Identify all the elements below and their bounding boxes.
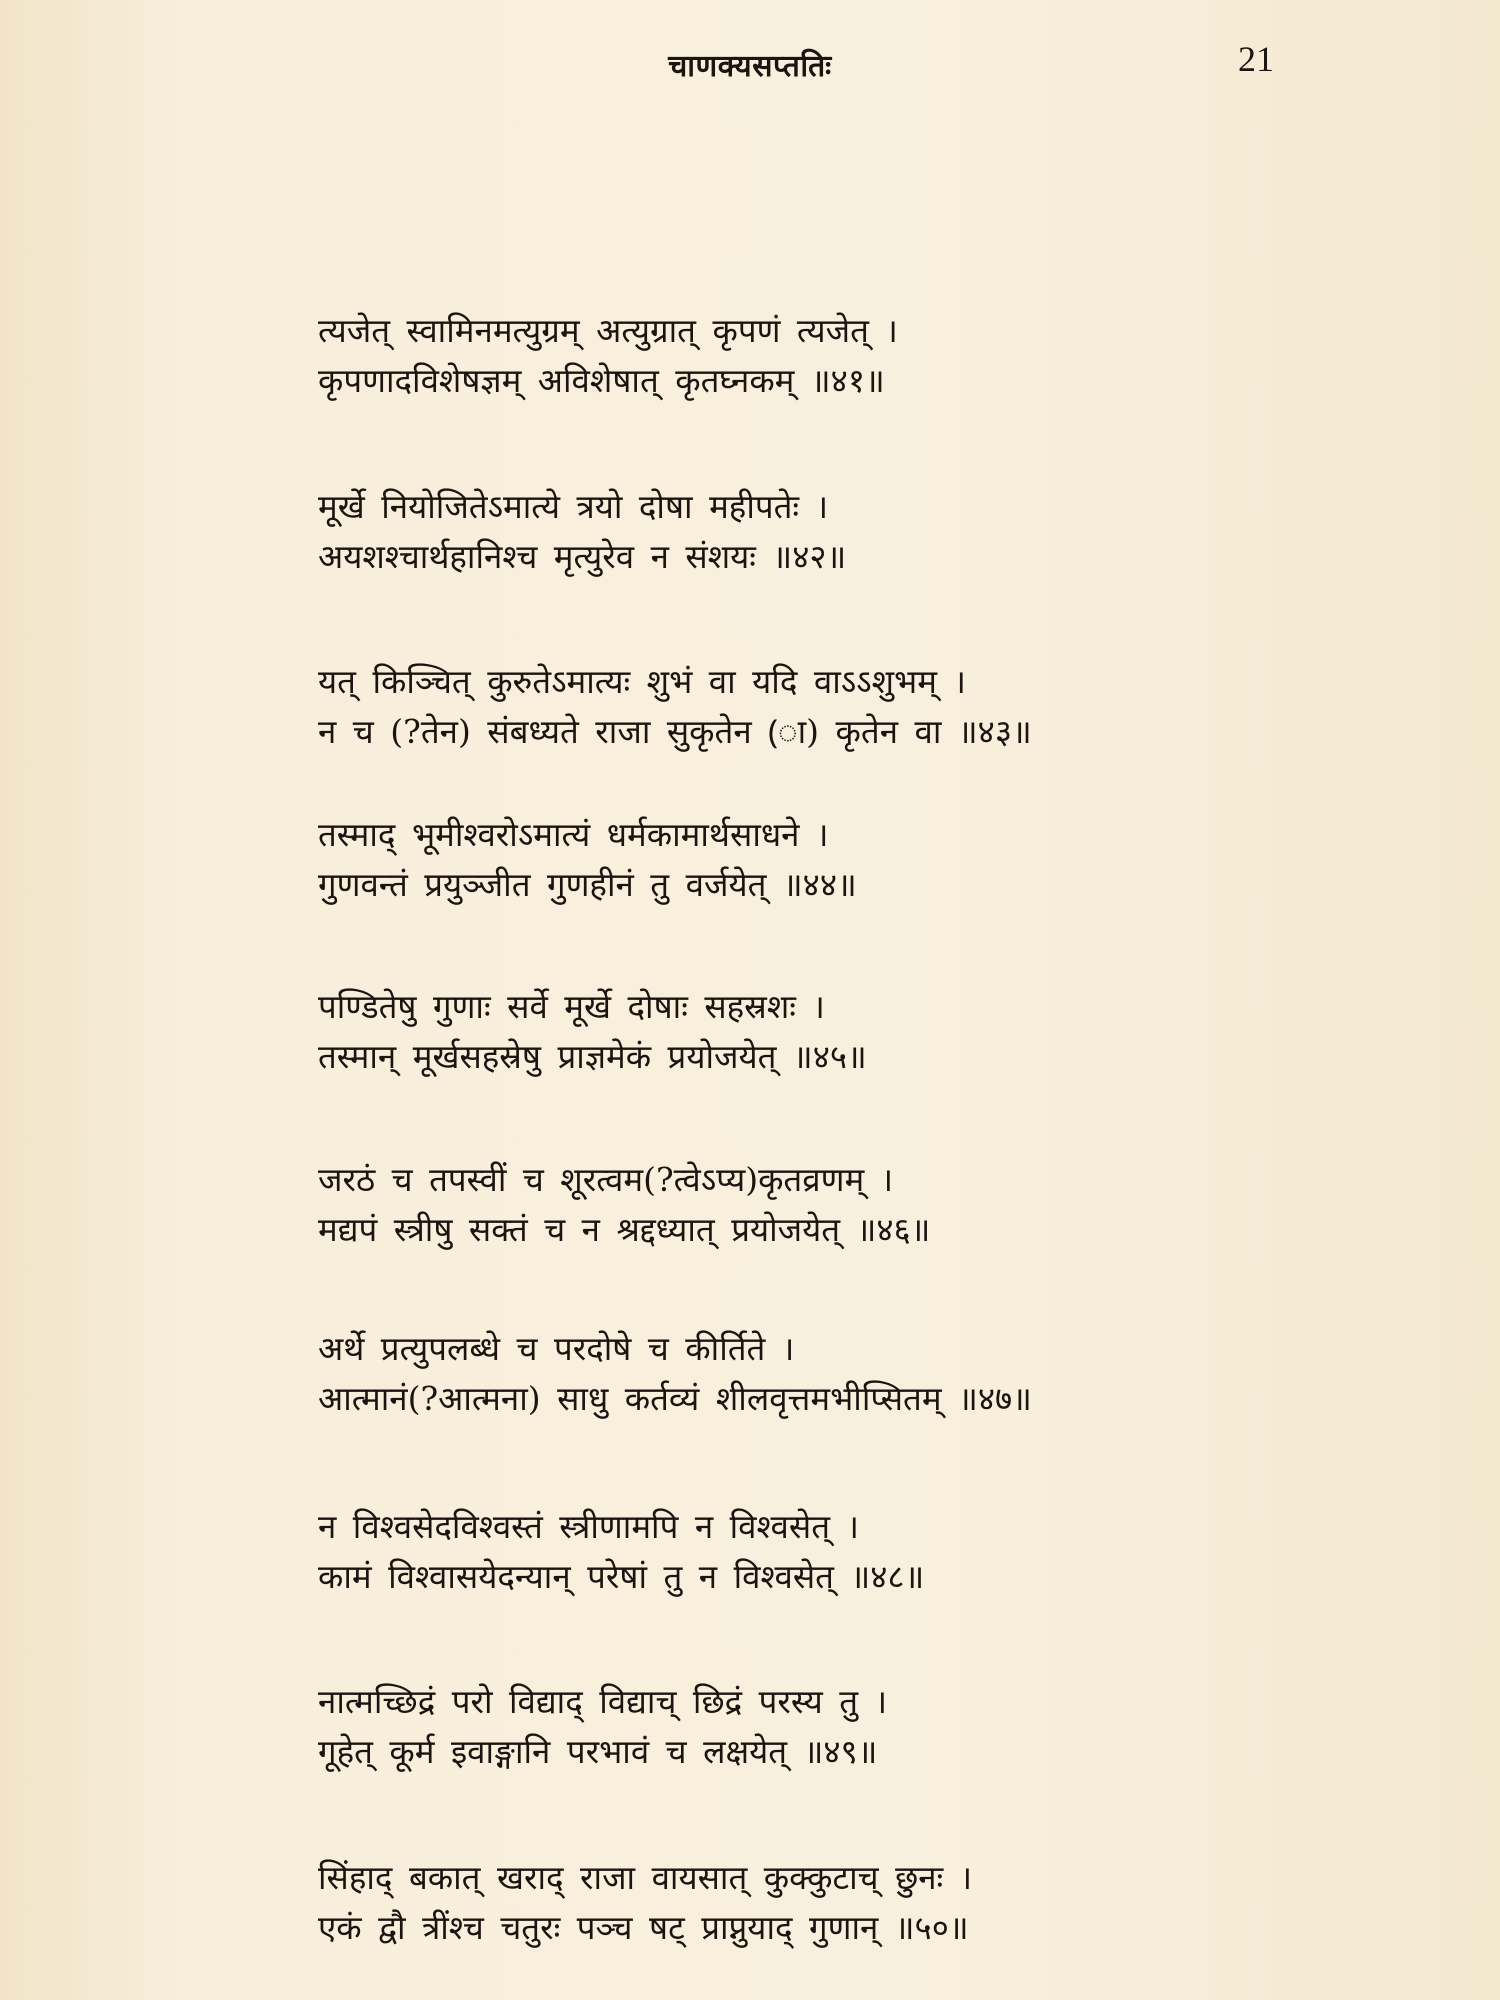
verse-line: नात्मच्छिद्रं परो विद्याद् विद्याच् छिद्रं परस्य तु । (318, 1682, 888, 1721)
verse-line: तस्मान् मूर्खसहस्रेषु प्राज्ञमेकं प्रयोजयेत् ॥४५॥ (318, 1037, 867, 1076)
verse-line: पण्डितेषु गुणाः सर्वे मूर्खे दोषाः सहस्रशः । (318, 987, 825, 1026)
verse-49 (318, 1677, 1258, 1777)
verse-48 (318, 1502, 1258, 1602)
verse-line: कामं विश्वासयेदन्यान् परेषां तु न विश्वसेत् ॥४८॥ (318, 1557, 925, 1596)
verse-41 (318, 306, 1258, 406)
verse-45 (318, 982, 1258, 1082)
verse-line: अयशश्चार्थहानिश्च मृत्युरेव न संशयः ॥४२॥ (318, 537, 847, 576)
verse-50 (318, 1853, 1258, 1953)
verse-line: मद्यपं स्त्रीषु सक्तं च न श्रद्दध्यात् प्रयोजयेत् ॥४६॥ (318, 1210, 931, 1249)
verse-line: जरठं च तपस्वीं च शूरत्वम(?त्वेऽप्य)कृतव्रणम् । (318, 1160, 894, 1199)
verse-line: गूहेत् कूर्म इवाङ्गानि परभावं च लक्षयेत् ॥४९॥ (318, 1732, 878, 1771)
verse-line: कृपणादविशेषज्ञम् अविशेषात् कृतघ्नकम् ॥४१॥ (318, 361, 885, 400)
page-number: 21 (1238, 39, 1274, 79)
verse-line: तस्माद् भूमीश्वरोऽमात्यं धर्मकामार्थसाधने । (318, 815, 829, 854)
verse-line: आत्मानं(?आत्मना) साधु कर्तव्यं शीलवृत्तमभीप्सितम् ॥४७॥ (318, 1379, 1032, 1418)
verse-47 (318, 1324, 1258, 1424)
page-title: चाणक्यसप्ततिः (668, 49, 832, 84)
verse-line: एकं द्वौ त्रींश्च चतुरः पञ्च षट् प्राप्नुयाद् गुणान् ॥५०॥ (318, 1908, 969, 1947)
verse-line: अर्थे प्रत्युपलब्धे च परदोषे च कीर्तिते । (318, 1329, 795, 1368)
verse-line: न विश्वसेदविश्वस्तं स्त्रीणामपि न विश्वसेत् । (318, 1507, 860, 1546)
verse-line: मूर्खे नियोजितेऽमात्ये त्रयो दोषा महीपतेः । (318, 487, 829, 526)
verse-line: त्यजेत् स्वामिनमत्युग्रम् अत्युग्रात् कृपणं त्यजेत् । (318, 311, 898, 350)
verse-line: न च (?तेन) संबध्यते राजा सुकृतेन (ा) कृतेन वा ॥४३॥ (318, 712, 1032, 751)
verse-44 (318, 810, 1258, 910)
verse-line: यत् किञ्चित् कुरुतेऽमात्यः शुभं वा यदि वाऽऽशुभम् । (318, 662, 966, 701)
verse-line: गुणवन्तं प्रयुञ्जीत गुणहीनं तु वर्जयेत् ॥४४॥ (318, 865, 857, 904)
verse-43 (318, 657, 1258, 757)
verse-line: सिंहाद् बकात् खराद् राजा वायसात् कुक्कुटाच् छुनः । (318, 1858, 973, 1897)
verse-46 (318, 1155, 1258, 1255)
verse-42 (318, 482, 1258, 582)
